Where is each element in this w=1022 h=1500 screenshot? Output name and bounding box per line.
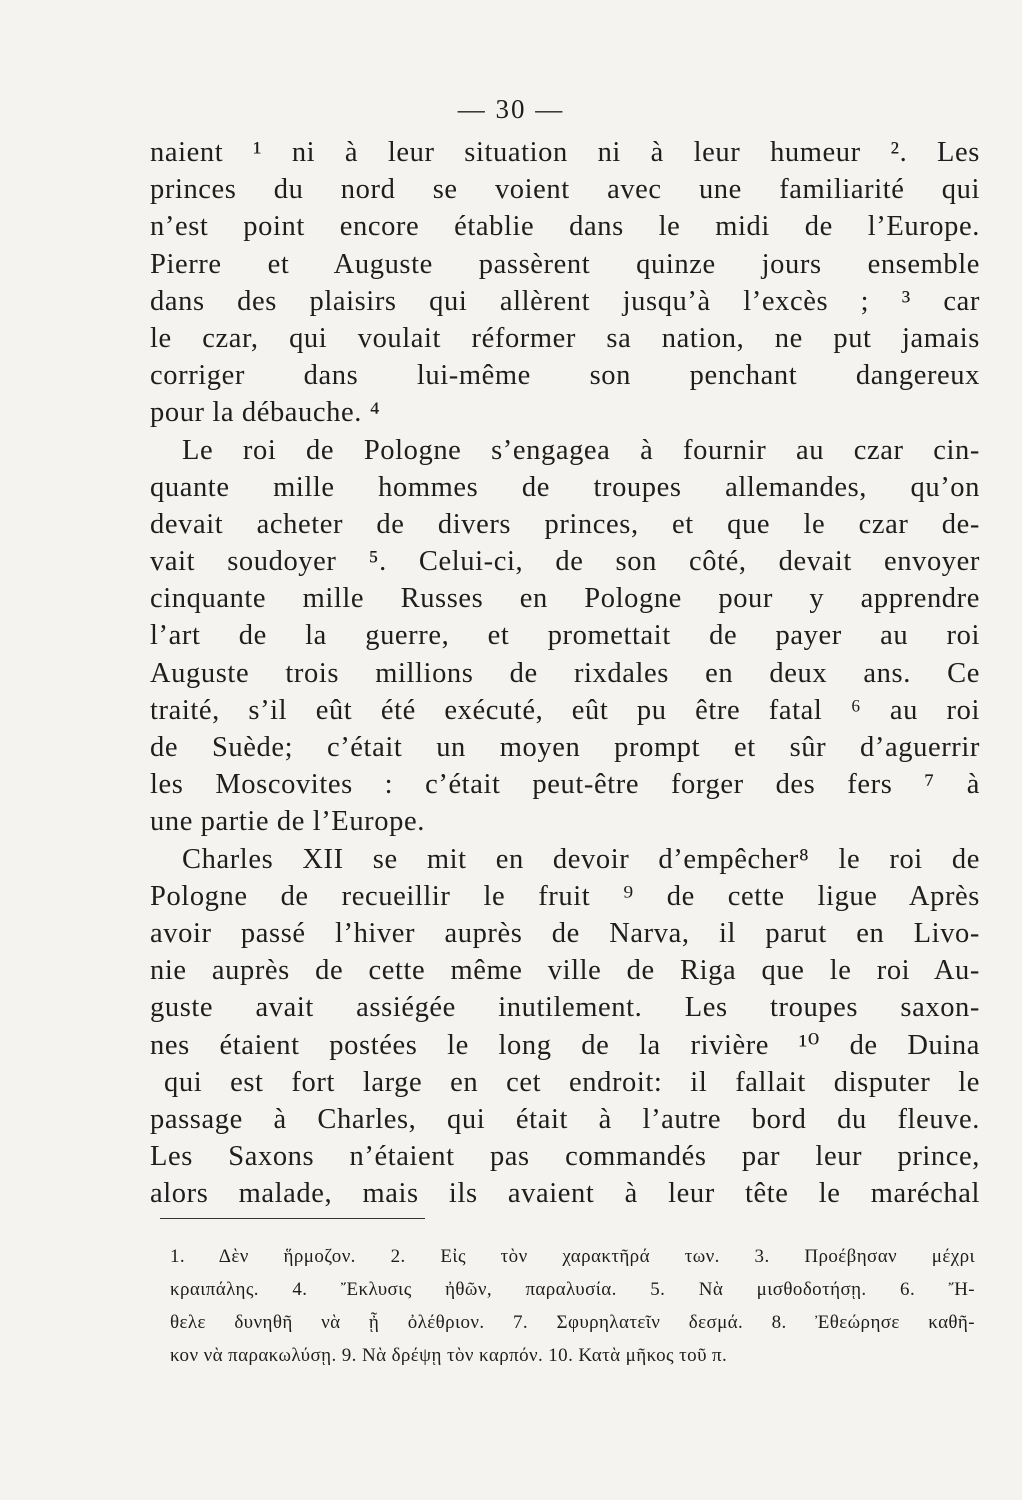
text-line: qui est fort large en cet endroit: il fallait disputer le bbox=[164, 1066, 980, 1098]
footnotes bbox=[170, 1240, 975, 1372]
text-line: Charles XII se mit en devoir d’empêcher⁸ le roi de bbox=[182, 843, 980, 875]
text-line: Le roi de Pologne s’engagea à fournir au czar cin- bbox=[182, 434, 980, 466]
text-line: Auguste trois millions de rixdales en deux ans. Ce bbox=[150, 657, 980, 689]
text-line: avoir passé l’hiver auprès de Narva, il parut en Livo- bbox=[150, 917, 980, 949]
page-number: — 30 — bbox=[457, 94, 565, 124]
body-text bbox=[150, 134, 980, 1212]
footnote-line: θελε δυνηθῆ νὰ ᾖ ὀλέθριον. 7. Σφυρηλατεῖν δεσμά. 8. Ἐθεώρησε καθῆ- bbox=[170, 1312, 975, 1333]
text-line: guste avait assiégée inutilement. Les troupes saxon- bbox=[150, 992, 980, 1024]
text-line: une partie de l’Europe. bbox=[150, 806, 425, 838]
text-line: Les Saxons n’étaient pas commandés par leur prince, bbox=[150, 1141, 980, 1173]
footnote-line: κον νὰ παρακωλύσῃ. 9. Νὰ δρέψῃ τὸν καρπόν. 10. Κατὰ μῆκος τοῦ π. bbox=[170, 1345, 728, 1366]
text-line: traité, s’il eût été exécuté, eût pu être fatal ⁶ au roi bbox=[150, 694, 980, 726]
text-line: devait acheter de divers princes, et que le czar de- bbox=[150, 508, 980, 540]
text-line: cinquante mille Russes en Pologne pour y apprendre bbox=[150, 583, 980, 615]
text-line: Pierre et Auguste passèrent quinze jours ensemble bbox=[150, 248, 980, 280]
text-line: naient ¹ ni à leur situation ni à leur humeur ². Les bbox=[150, 137, 980, 168]
text-line: princes du nord se voient avec une familiarité qui bbox=[150, 174, 980, 206]
text-line: n’est point encore établie dans le midi de l’Europe. bbox=[150, 211, 980, 243]
footnote-line: κραιπάλης. 4. Ἔκλυσις ἠθῶν, παραλυσία. 5. Νὰ μισθοδοτήσῃ. 6. Ἤ- bbox=[170, 1279, 975, 1300]
text-line: alors malade, mais ils avaient à leur tête le maréchal bbox=[150, 1178, 980, 1210]
text-line: nie auprès de cette même ville de Riga que le roi Au- bbox=[150, 955, 980, 987]
text-line: corriger dans lui-même son penchant dangereux bbox=[150, 360, 980, 392]
text-line: les Moscovites : c’était peut-être forger des fers ⁷ à bbox=[150, 769, 980, 801]
footnote-line: 1. Δὲν ἥρμοζον. 2. Εἰς τὸν χαρακτῆρά των. 3. Προέβησαν μέχρι bbox=[170, 1246, 975, 1267]
text-line: quante mille hommes de troupes allemandes, qu’on bbox=[150, 471, 980, 503]
text-line: passage à Charles, qui était à l’autre bord du fleuve. bbox=[150, 1103, 980, 1135]
text-line: pour la débauche. ⁴ bbox=[150, 397, 381, 429]
text-line: le czar, qui voulait réformer sa nation, ne put jamais bbox=[150, 322, 980, 354]
text-line: nes étaient postées le long de la rivière ¹⁰ de Duina bbox=[150, 1029, 980, 1061]
text-line: de Suède; c’était un moyen prompt et sûr d’aguerrir bbox=[150, 732, 980, 763]
text-line: Pologne de recueillir le fruit ⁹ de cette ligue Après bbox=[150, 880, 980, 912]
text-line: dans des plaisirs qui allèrent jusqu’à l’excès ; ³ car bbox=[150, 285, 980, 317]
text-line: vait soudoyer ⁵. Celui-ci, de son côté, devait envoyer bbox=[150, 546, 980, 578]
text-line: l’art de la guerre, et promettait de payer au roi bbox=[150, 620, 980, 652]
footnote-divider bbox=[160, 1218, 425, 1219]
